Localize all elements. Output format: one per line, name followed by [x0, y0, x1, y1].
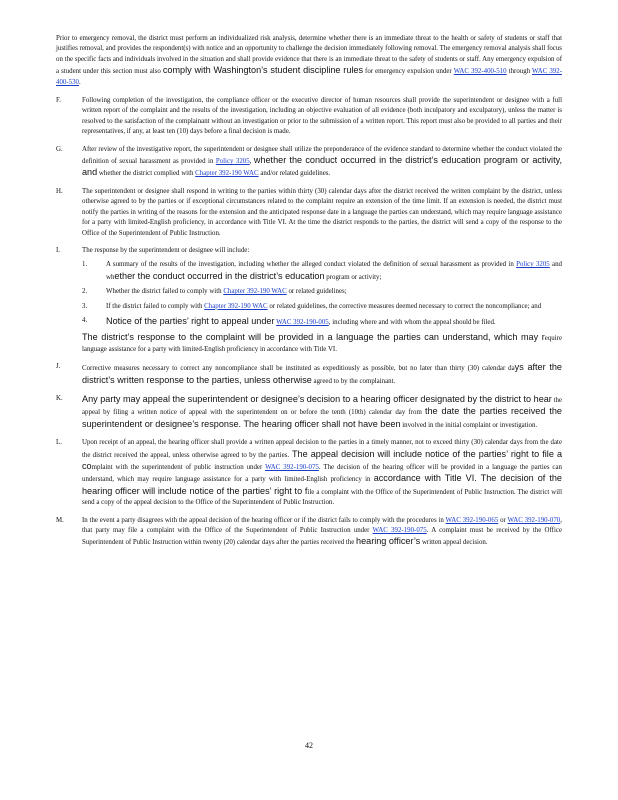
- text: Corrective measures necessary to correct any noncompliance shall be instituted as expeditiously as possible, but no later than thirty (30) calendar da: [82, 365, 515, 373]
- text: whether the district complied with: [97, 170, 196, 178]
- section-letter: K.: [56, 394, 63, 402]
- section-m-text: [82, 516, 562, 549]
- list-number: 2.: [82, 288, 88, 296]
- chapter-link[interactable]: Chapter 392-190 WAC: [195, 170, 259, 178]
- emphasis: accordance with Title VI. The decision of the hearing officer will include notice of the parties’ right to f: [82, 473, 562, 496]
- section-h: [56, 187, 562, 239]
- emphasis: Any party may appeal the superintendent or designee’s decision to a hearing officer designated by the district to hear: [82, 393, 552, 404]
- text: A summary of the results of the investigation, including whether the alleged conduct violated the definition of sexual harassment as provided in: [106, 261, 517, 269]
- section-letter: M.: [56, 516, 64, 524]
- wac-link[interactable]: WAC 392-190-070: [507, 516, 561, 524]
- section-g-emphasis: whether the conduct occurred in the district’s education program or activity, and: [82, 155, 562, 178]
- emphasis: The district’s response to the complaint will be provided in a language the parties can understand, which may r: [82, 332, 545, 343]
- chapter-link[interactable]: Chapter 392-190 WAC: [204, 302, 268, 310]
- policy-link[interactable]: Policy 3205: [516, 261, 550, 269]
- response-language-paragraph: [82, 332, 562, 355]
- text: If the district failed to comply with: [106, 302, 205, 310]
- section-g-text: [82, 145, 562, 180]
- section-h-text: The superintendent or designee shall respond in writing to the parties within thirty (30) calendar days after the district received the written complaint by the district, unless otherwise agreed to by the parties or if exceptional circumstances related to the complaint require an extension of the time limit. If an extension is needed, the district must notify the parties in writing of the reasons for the extension and the anticipated response date in a language the parties can understand, which may require language assistance for a party with limited-English proficiency, in accordance with Title VI. At the time the district responds to the parties, the district will send a copy of the response to the Office of the Superintendent of Public Instruction.: [82, 187, 562, 237]
- section-j: [56, 362, 562, 387]
- section-letter: L.: [56, 439, 62, 447]
- list-item-text: [106, 316, 562, 328]
- text: . A complaint must be received by the Office Superintendent of Public Instruction within twenty (20) calendar days after the parties received the: [82, 527, 563, 547]
- list-number: 1.: [82, 261, 88, 269]
- text: In the event a party disagrees with the appeal decision of the hearing officer or if the district fails to comply with the procedures in: [82, 516, 446, 524]
- section-g: [56, 145, 562, 180]
- response-list: [82, 260, 562, 328]
- wac-link[interactable]: WAC 392-190-075: [372, 527, 427, 535]
- emphasis: ether the conduct occurred in the district’s education: [114, 270, 325, 281]
- text: agreed to by the complainant.: [311, 377, 396, 385]
- page-number: 42: [305, 741, 313, 750]
- intro-text-4: .: [78, 78, 81, 86]
- intro-paragraph: [56, 34, 562, 88]
- text: the appeal by filing a written notice of appeal with the superintendent on or before the tenth (10th) calendar day from: [82, 396, 562, 417]
- document-page: [56, 34, 562, 556]
- wac-link[interactable]: WAC 392-190-065: [445, 516, 499, 524]
- wac-link[interactable]: WAC 392-400-530: [56, 68, 562, 86]
- text: After review of the investigative report, the superintendent or designee shall utilize the preponderance of the evidence standard to determine whether the conduct violated the definition of sexual harassment as provided in: [82, 145, 562, 166]
- text: Upon receipt of an appeal, the hearing officer shall provide a written appeal decision to the parties in a timely manner, not to exceed thirty (30) calendar days from the date the district received the appeal, unless otherwise agreed to by the parties.: [82, 439, 562, 459]
- emphasis: ys after the district’s written response to the parties, unless otherwise: [82, 362, 562, 385]
- list-item: [82, 260, 562, 283]
- section-j-text: [82, 362, 562, 387]
- wac-link[interactable]: WAC 392-400-510: [453, 68, 507, 76]
- section-f-text: Following completion of the investigation, the compliance officer or the executive director of human resources shall provide the superintendent or designee with a full written report of the complaint and the results of the investigation, including an objective evaluation of all evidence (both inculpatory and exculpatory), unless the matter is resolved to the satisfaction of the complainant without an investigation or prior to the submission of a written report. This report must also be provided to all parties and their representatives, if any, at least ten (10) days before a final decision is made.: [82, 97, 562, 136]
- section-i-body: [82, 246, 562, 355]
- text: ile a complaint with the Office of the Superintendent of Public Instruction. The district will send a copy of the appeal decision to the Office of the Superintendent of Public Instruction.: [82, 488, 562, 507]
- section-k-text: [82, 394, 562, 431]
- policy-link[interactable]: Policy 3205: [215, 158, 250, 166]
- list-item-text: [106, 287, 562, 297]
- list-number: 4.: [82, 316, 88, 324]
- section-l: [56, 438, 562, 508]
- text: ,: [249, 158, 252, 166]
- chapter-link[interactable]: Chapter 392-190 WAC: [223, 288, 287, 296]
- list-item: [82, 287, 562, 297]
- emphasis: hearing officer’s: [356, 536, 421, 547]
- section-letter: H.: [56, 187, 63, 195]
- text: and/or related guidelines.: [258, 170, 331, 178]
- wac-link[interactable]: WAC 392-190-005: [276, 318, 329, 326]
- section-l-text: [82, 438, 562, 508]
- intro-text: Prior to emergency removal, the district must perform an individualized risk analysis, determine whether there is an immediate threat to the health or safety of students or staff that justifies removal, and provides the respondent(s) with notice and an opportunity to challenge the decision immediately following removal. The emergency removal analysis shall focus on the specific facts and individuals involved in the situation and shall provide evidence that there is an immediate threat to the safety of students or staff. Any emergency expulsion of a student under this section must also: [56, 35, 562, 76]
- section-m: [56, 516, 562, 549]
- text: involved in the initial complaint or investigation.: [400, 421, 538, 429]
- section-i-lead: The response by the superintendent or designee will include:: [82, 246, 250, 254]
- text: mplaint with the superintendent of public instruction under: [91, 464, 266, 471]
- section-f: [56, 96, 562, 138]
- intro-emphasis: comply with Washington’s student discipline rules: [162, 65, 364, 76]
- intro-text-2: for emergency expulsion under: [363, 68, 454, 76]
- section-letter: F.: [56, 97, 62, 105]
- list-item: [82, 302, 562, 312]
- text: written appeal decision.: [420, 539, 488, 547]
- list-item-text: [106, 302, 562, 312]
- list-item: [82, 316, 562, 328]
- text: equire language assistance for a party with limited-English proficiency in accordance with Title VI.: [82, 335, 562, 353]
- text: program or activity;: [324, 273, 382, 281]
- text: . The decision of the hearing officer will be provided in a language the parties can understand, which may require language assistance for a party with limited-English proficiency in: [82, 464, 562, 484]
- section-i: [56, 246, 562, 355]
- text: and wh: [106, 261, 562, 281]
- section-letter: G.: [56, 145, 63, 153]
- text: Whether the district failed to comply with: [106, 288, 224, 296]
- text: or related guidelines, the corrective measures deemed necessary to correct the noncompliance; and: [267, 302, 542, 310]
- section-letter: J.: [56, 363, 61, 371]
- emphasis: Notice of the parties’ right to appeal under: [106, 315, 275, 326]
- list-number: 3.: [82, 302, 88, 310]
- intro-text-3: through: [506, 68, 533, 76]
- text: , including where and with whom the appeal should be filed.: [328, 318, 496, 326]
- list-item-text: [106, 260, 562, 283]
- text: or related guidelines;: [286, 288, 347, 296]
- emphasis: the date the parties received the superintendent or designee’s response. The hearing officer shall not have been: [82, 406, 562, 429]
- text: or: [498, 516, 508, 524]
- text: , that party may file a complaint with the Office of the Superintendent of Public Instruction under: [82, 516, 562, 535]
- section-k: [56, 394, 562, 431]
- section-letter: I.: [56, 246, 61, 254]
- wac-link[interactable]: WAC 392-190-075: [265, 464, 319, 471]
- emphasis: The appeal decision will include notice of the parties’ right to file a co: [82, 448, 562, 471]
